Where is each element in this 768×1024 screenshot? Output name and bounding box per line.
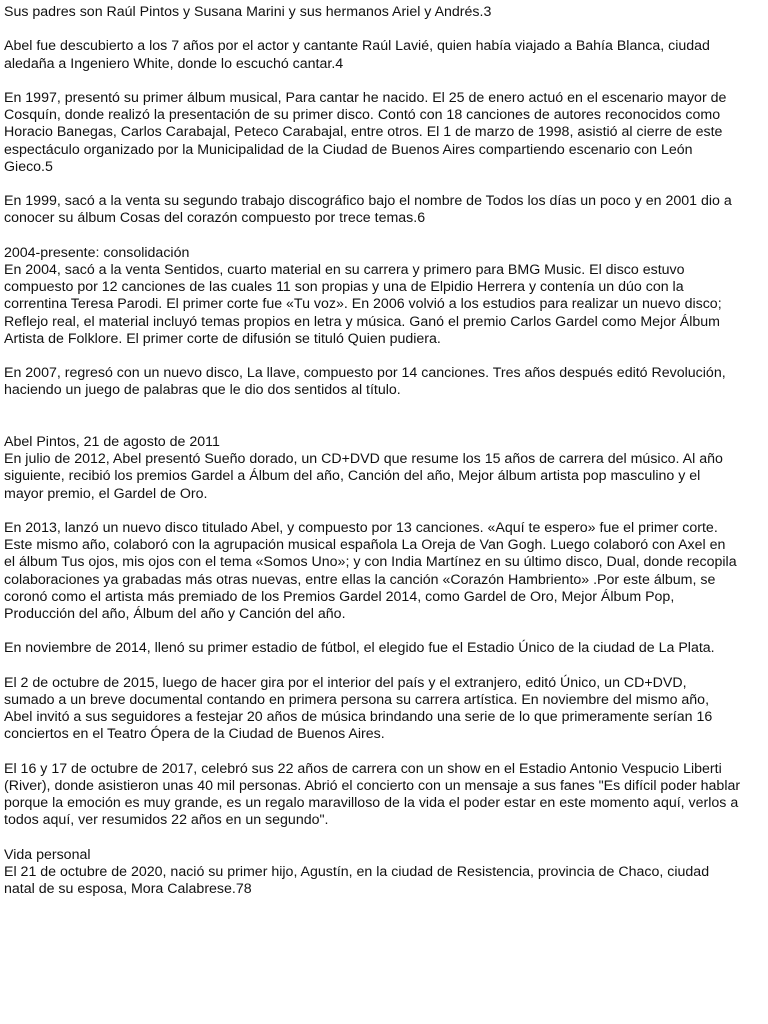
- text-line: porque la emoción es muy grande, es un regalo maravilloso de la vida el poder estar en este momento aquí, verlos a: [4, 795, 739, 812]
- text-line: mayor premio, el Gardel de Oro.: [4, 485, 208, 502]
- image-caption: Abel Pintos, 21 de agosto de 2011: [4, 433, 220, 450]
- text-line: coronó como el artista más premiado de los Premios Gardel 2014, como Gardel de Oro, Mejor Álbum Pop,: [4, 588, 675, 605]
- text-line: compuesto por 12 canciones de las cuales 11 son propias y una de Elpidio Herrera y contenía un dúo con la: [4, 279, 684, 296]
- blank-line: [4, 417, 768, 434]
- paragraph-personal-life: [4, 847, 768, 899]
- text-line: espectáculo organizado por la Municipalidad de la Ciudad de Buenos Aires compartiendo escenario con León: [4, 141, 693, 158]
- text-line: El 16 y 17 de octubre de 2017, celebró sus 22 años de carrera con un show en el Estadio Antonio Vespucio Liberti: [4, 760, 722, 777]
- text-line: natal de su esposa, Mora Calabrese.78: [4, 881, 252, 898]
- paragraph-consolidation: [4, 245, 768, 348]
- text-line: En 2013, lanzó un nuevo disco titulado Abel, y compuesto por 13 canciones. «Aquí te espero» fue el primer corte.: [4, 519, 718, 536]
- paragraph-2017: [4, 761, 768, 830]
- text-line: En 1997, presentó su primer álbum musical, Para cantar he nacido. El 25 de enero actuó en el escenario mayor de: [4, 89, 727, 106]
- text-line: El 2 de octubre de 2015, luego de hacer gira por el interior del país y el extranjero, editó Único, un CD+DVD,: [4, 674, 687, 691]
- paragraph-2014: [4, 640, 768, 657]
- text-line: colaboraciones ya grabadas más otras nuevas, entre ellas la canción «Corazón Hambriento» .Por este álbum, se: [4, 571, 716, 588]
- text-line: En 1999, sacó a la venta su segundo trabajo discográfico bajo el nombre de Todos los días un poco y en 2001 dio a: [4, 193, 732, 210]
- text-line: Abel fue descubierto a los 7 años por el actor y cantante Raúl Lavié, quien había viajado a Bahía Blanca, ciudad: [4, 38, 710, 55]
- text-line: Horacio Banegas, Carlos Carabajal, Peteco Carabajal, entre otros. El 1 de marzo de 1998, asistió al cierre de este: [4, 124, 723, 141]
- paragraph-2015: [4, 675, 768, 744]
- text-line: En julio de 2012, Abel presentó Sueño dorado, un CD+DVD que resume los 15 años de carrera del músico. Al año: [4, 451, 723, 468]
- paragraph-2007: [4, 365, 768, 399]
- paragraph-1999: [4, 193, 768, 227]
- text-line: haciendo un juego de palabras que le dio dos sentidos al título.: [4, 382, 401, 399]
- text-line: El 21 de octubre de 2020, nació su primer hijo, Agustín, en la ciudad de Resistencia, provincia de Chaco, ciudad: [4, 863, 710, 880]
- text-line: Abel invitó a sus seguidores a festejar 20 años de música brindando una serie de lo que primeramente serían 16: [4, 709, 713, 726]
- text-line: Sus padres son Raúl Pintos y Susana Marini y sus hermanos Ariel y Andrés.3: [4, 4, 492, 20]
- text-line: el álbum Tus ojos, mis ojos con el tema «Somos Uno»; y con India Martínez en su último disco, Dual, donde recopila: [4, 554, 737, 571]
- text-line: conocer su álbum Cosas del corazón compuesto por trece temas.6: [4, 210, 426, 227]
- paragraph-discovery: [4, 38, 768, 72]
- text-line: Reflejo real, el material incluyó temas propios en letra y música. Ganó el premio Carlos Gardel como Mejor Álbum: [4, 313, 720, 330]
- text-line: Artista de Folklore. El primer corte de difusión se tituló Quien pudiera.: [4, 330, 441, 347]
- text-line: En noviembre de 2014, llenó su primer estadio de fútbol, el elegido fue el Estadio Único de la ciudad de La Plata.: [4, 640, 715, 657]
- text-line: siguiente, recibió los premios Gardel a Álbum del año, Canción del año, Mejor álbum artista pop masculino y el: [4, 468, 701, 485]
- text-line: Gieco.5: [4, 158, 53, 175]
- text-line: conciertos en el Teatro Ópera de la Ciudad de Buenos Aires.: [4, 726, 385, 743]
- paragraph-family: [4, 4, 768, 21]
- paragraph-2012: [4, 434, 768, 503]
- section-heading: Vida personal: [4, 846, 91, 863]
- text-line: aledaña a Ingeniero White, donde lo escuchó cantar.4: [4, 55, 344, 72]
- text-line: (River), donde asistieron unas 40 mil personas. Abrió el concierto con un mensaje a sus fanes "Es difícil poder hablar: [4, 777, 741, 794]
- text-line: Este mismo año, colaboró con la agrupación musical española La Oreja de Van Gogh. Luego colaboró con Axel en: [4, 537, 726, 554]
- section-heading: 2004-presente: consolidación: [4, 244, 190, 261]
- text-line: En 2007, regresó con un nuevo disco, La llave, compuesto por 14 canciones. Tres años después editó Revolución,: [4, 365, 726, 382]
- text-line: correntina Teresa Parodi. El primer corte fue «Tu voz». En 2006 volvió a los estudios para realizar un nuevo disco;: [4, 296, 722, 313]
- text-line: todos aquí, ver resumidos 22 años en un segundo".: [4, 812, 329, 829]
- paragraph-2013: [4, 520, 768, 623]
- text-line: Cosquín, donde realizó la presentación de su primer disco. Contó con 18 canciones de autores reconocidos como: [4, 107, 721, 124]
- text-line: En 2004, sacó a la venta Sentidos, cuarto material en su carrera y primero para BMG Music. El disco estuvo: [4, 261, 685, 278]
- text-line: Producción del año, Álbum del año y Canción del año.: [4, 605, 346, 622]
- paragraph-1997: [4, 90, 768, 176]
- text-line: sumado a un breve documental contando en primera persona su carrera artística. En noviembre del mismo año,: [4, 691, 710, 708]
